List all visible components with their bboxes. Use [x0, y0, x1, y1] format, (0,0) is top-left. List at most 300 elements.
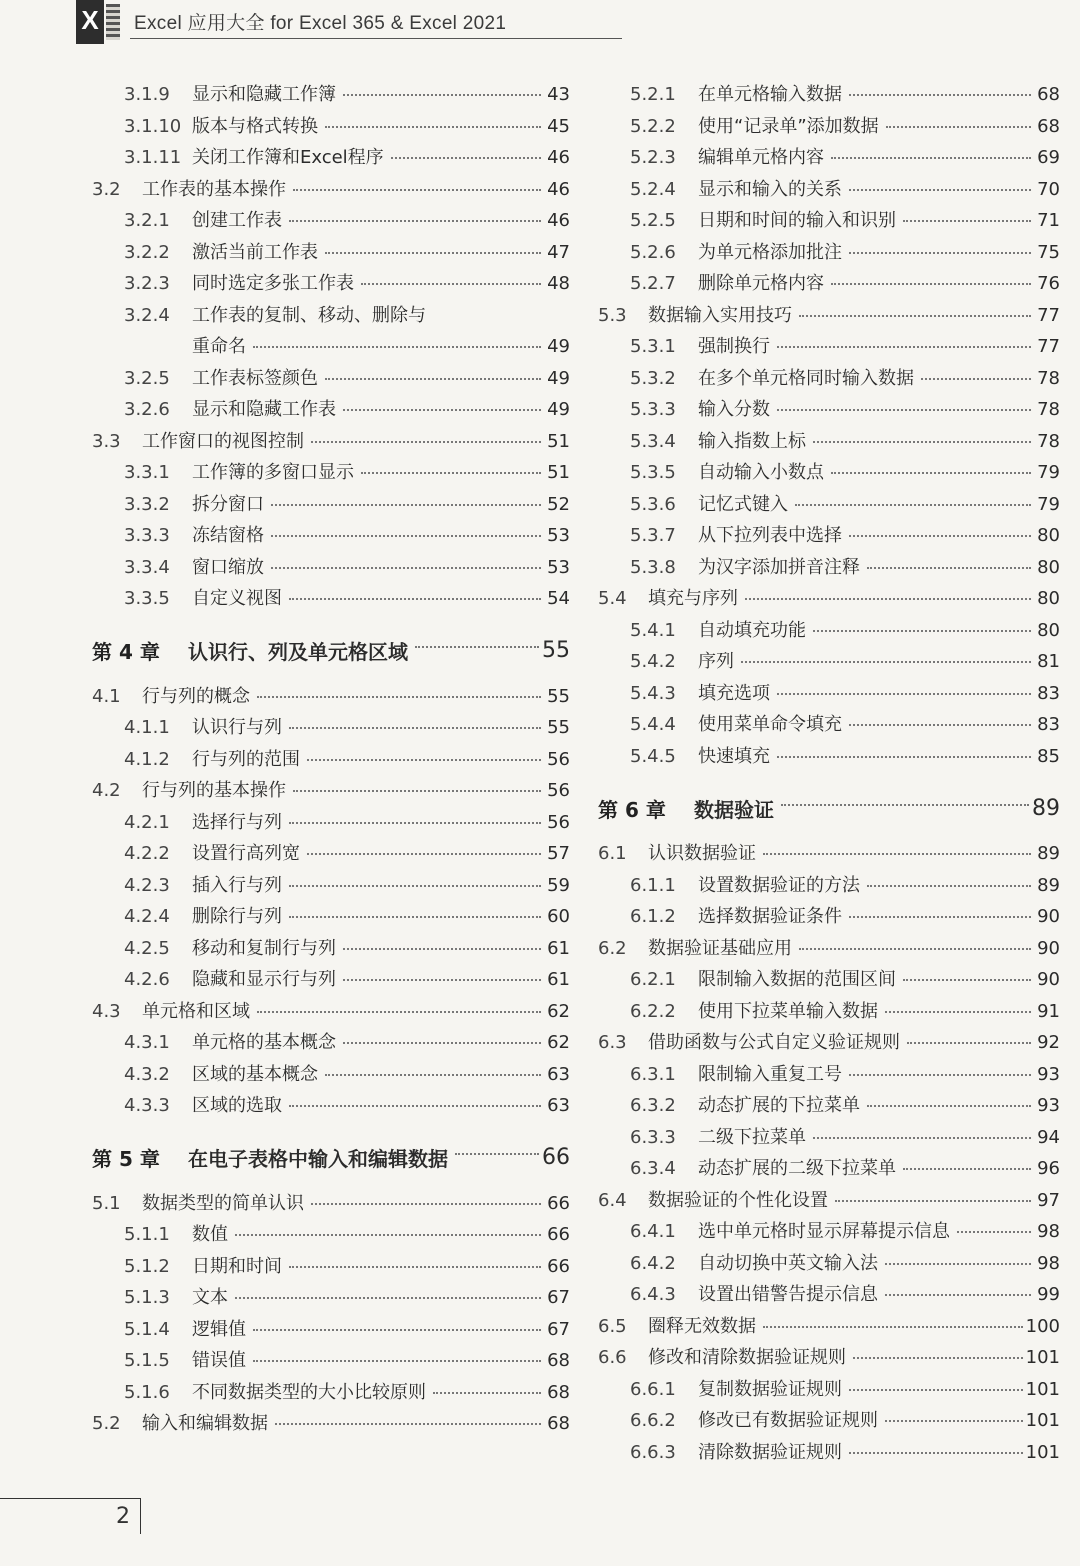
toc-leader-dots [293, 188, 541, 191]
toc-entry-section [92, 776, 570, 808]
toc-leader-dots [325, 125, 541, 128]
toc-entry-sub [598, 143, 1060, 175]
toc-page-number: 68 [1037, 115, 1060, 137]
toc-entry-title: 限制输入重复工号 [698, 1063, 842, 1085]
toc-page-number: 69 [1037, 147, 1060, 168]
toc-page-number: 61 [547, 937, 570, 959]
toc-leader-dots [253, 1328, 541, 1331]
toc-entry-sub [598, 616, 1060, 648]
toc-entry-title: 错误值 [192, 1350, 246, 1371]
toc-leader-dots [849, 1388, 1023, 1391]
toc-leader-dots [343, 1041, 541, 1044]
toc-leader-dots [886, 125, 1031, 128]
toc-leader-dots [325, 1073, 541, 1076]
toc-entry-sub [92, 902, 570, 934]
toc-entry-number: 5.3.2 [630, 367, 676, 389]
toc-leader-dots [885, 1293, 1031, 1296]
toc-entry-title: 记忆式键入 [698, 493, 788, 515]
toc-leader-dots [361, 282, 541, 285]
toc-entry-number: 5.3.8 [630, 556, 676, 578]
toc-entry-number: 3.2.5 [124, 367, 170, 389]
toc-leader-dots [849, 251, 1031, 254]
toc-page-number: 98 [1037, 1252, 1060, 1274]
toc-entry-number: 6.5 [598, 1315, 627, 1337]
toc-entry-sub [92, 521, 570, 553]
toc-entry-title: 设置行高列宽 [192, 843, 300, 864]
toc-leader-dots [257, 1010, 541, 1013]
toc-leader-dots [849, 723, 1031, 726]
toc-page-number: 98 [1037, 1221, 1060, 1242]
toc-entry-title: 序列 [698, 651, 734, 672]
toc-entry-sub [598, 871, 1060, 903]
toc-entry-section [598, 839, 1060, 871]
toc-entry-title: 输入分数 [698, 399, 770, 420]
book-title: Excel 应用大全 for Excel 365 & Excel 2021 [134, 13, 507, 34]
toc-entry-title: 数值 [192, 1224, 228, 1245]
toc-entry-number: 第 4 章 [92, 640, 160, 664]
toc-entry-number: 5.1 [92, 1192, 121, 1214]
toc-page-number: 101 [1025, 1347, 1060, 1368]
toc-entry-sub [598, 458, 1060, 490]
toc-entry-title: 在电子表格中输入和编辑数据 [188, 1147, 448, 1171]
toc-page-number: 93 [1037, 1063, 1060, 1085]
toc-page-number: 66 [542, 1145, 570, 1170]
toc-entry-title: 输入和编辑数据 [142, 1413, 268, 1434]
toc-page-number: 68 [547, 1381, 570, 1403]
toc-entry-title: 删除行与列 [192, 906, 282, 927]
toc-entry-number: 4.2.2 [124, 843, 170, 864]
toc-entry-sub [92, 301, 570, 333]
toc-leader-dots [867, 884, 1031, 887]
toc-entry-number: 5.3.4 [630, 430, 676, 452]
toc-entry-sub [598, 1375, 1060, 1407]
toc-entry-cont [92, 332, 570, 364]
toc-entry-title: 认识行与列 [192, 717, 282, 738]
toc-entry-number: 5.3.3 [630, 399, 676, 420]
toc-page-number: 97 [1037, 1189, 1060, 1211]
toc-leader-dots [885, 1010, 1031, 1013]
toc-entry-sub [92, 934, 570, 966]
toc-entry-number: 5.1.5 [124, 1350, 170, 1371]
toc-page-number: 57 [547, 843, 570, 864]
toc-entry-sub [92, 713, 570, 745]
toc-entry-title: 在单元格输入数据 [698, 84, 842, 105]
toc-entry-sub [598, 553, 1060, 585]
toc-page-number: 68 [547, 1350, 570, 1371]
toc-entry-number: 4.3.1 [124, 1032, 170, 1053]
toc-entry-title: 同时选定多张工作表 [192, 273, 354, 294]
toc-leader-dots [813, 440, 1031, 443]
toc-entry-section [598, 1028, 1060, 1060]
toc-entry-number: 3.3.3 [124, 525, 170, 546]
toc-leader-dots [763, 1325, 1023, 1328]
toc-entry-number: 3.2.4 [124, 304, 170, 326]
toc-leader-dots [795, 503, 1031, 506]
toc-left-column [92, 80, 570, 1441]
toc-page-number: 78 [1037, 399, 1060, 420]
toc-page-number: 49 [547, 336, 570, 357]
toc-entry-number: 5.2.6 [630, 241, 676, 263]
toc-entry-title: 修改和清除数据验证规则 [648, 1347, 846, 1368]
toc-entry-number: 3.3.1 [124, 462, 170, 483]
toc-entry-number: 5.4 [598, 588, 627, 609]
toc-page-number: 60 [547, 906, 570, 927]
toc-entry-number: 5.4.3 [630, 682, 676, 704]
toc-page-number: 55 [547, 685, 570, 707]
toc-leader-dots [235, 1233, 541, 1236]
toc-entry-title: 使用下拉菜单输入数据 [698, 1000, 878, 1022]
toc-entry-sub [92, 1378, 570, 1410]
toc-page-number: 51 [547, 430, 570, 452]
toc-page-number: 80 [1037, 525, 1060, 546]
toc-page-number: 90 [1037, 969, 1060, 990]
toc-leader-dots [777, 408, 1031, 411]
toc-entry-number: 6.6.1 [630, 1378, 676, 1400]
toc-page-number: 83 [1037, 714, 1060, 735]
toc-entry-sub [598, 1123, 1060, 1155]
toc-leader-dots [745, 597, 1031, 600]
toc-entry-number: 4.2.1 [124, 811, 170, 833]
toc-entry-number: 5.4.2 [630, 651, 676, 672]
toc-entry-sub [598, 112, 1060, 144]
toc-entry-number: 5.4.4 [630, 714, 676, 735]
toc-entry-title: 移动和复制行与列 [192, 937, 336, 959]
toc-leader-dots [849, 93, 1031, 96]
toc-entry-sub [598, 965, 1060, 997]
toc-entry-section [92, 175, 570, 207]
toc-leader-dots [257, 695, 541, 698]
toc-leader-dots [253, 1359, 541, 1362]
toc-entry-title: 行与列的概念 [142, 685, 250, 707]
header-rule [130, 38, 622, 39]
toc-entry-sub [92, 965, 570, 997]
toc-entry-sub [92, 143, 570, 175]
toc-entry-title: 工作簿的多窗口显示 [192, 462, 354, 483]
toc-entry-number: 5.1.6 [124, 1381, 170, 1403]
toc-entry-title: 版本与格式转换 [192, 115, 318, 137]
toc-leader-dots [271, 534, 541, 537]
toc-entry-number: 6.2.2 [630, 1000, 676, 1022]
toc-entry-title: 动态扩展的下拉菜单 [698, 1095, 860, 1116]
toc-leader-dots [271, 503, 541, 506]
toc-entry-sub [92, 1283, 570, 1315]
toc-entry-title: 删除单元格内容 [698, 273, 824, 294]
toc-entry-number: 6.3.2 [630, 1095, 676, 1116]
toc-page-number: 56 [547, 748, 570, 770]
toc-entry-sub [92, 1346, 570, 1378]
toc-entry-title: 复制数据验证规则 [698, 1378, 842, 1400]
toc-entry-title: 选择数据验证条件 [698, 906, 842, 927]
toc-leader-dots [361, 471, 541, 474]
toc-entry-sub [92, 238, 570, 270]
toc-page-number: 53 [547, 556, 570, 578]
toc-leader-dots [831, 282, 1031, 285]
toc-page-number: 51 [547, 462, 570, 483]
toc-entry-sub [598, 395, 1060, 427]
toc-leader-dots [799, 947, 1031, 950]
toc-entry-number: 5.2 [92, 1413, 121, 1434]
toc-leader-dots [343, 978, 541, 981]
toc-entry-number: 5.1.3 [124, 1287, 170, 1308]
toc-leader-dots [885, 1419, 1023, 1422]
toc-page-number: 75 [1037, 241, 1060, 263]
toc-leader-dots [777, 345, 1031, 348]
page-header [70, 0, 570, 52]
toc-entry-number: 3.3.2 [124, 493, 170, 515]
toc-entry-number: 5.4.5 [630, 745, 676, 767]
toc-leader-dots [289, 915, 541, 918]
toc-page-number: 79 [1037, 493, 1060, 515]
toc-entry-title: 文本 [192, 1287, 228, 1308]
toc-page-number: 94 [1037, 1126, 1060, 1148]
toc-entry-sub [598, 902, 1060, 934]
toc-entry-sub [92, 584, 570, 616]
toc-entry-title: 选择行与列 [192, 811, 282, 833]
toc-entry-title: 隐藏和显示行与列 [192, 969, 336, 990]
toc-entry-title: 显示和隐藏工作表 [192, 399, 336, 420]
toc-page-number: 46 [547, 210, 570, 231]
toc-entry-title: 为单元格添加批注 [698, 241, 842, 263]
toc-leader-dots [903, 978, 1031, 981]
toc-leader-dots [903, 1167, 1031, 1170]
toc-page-number: 99 [1037, 1284, 1060, 1305]
toc-page-number: 71 [1037, 210, 1060, 231]
toc-page-number: 53 [547, 525, 570, 546]
toc-page-number: 66 [547, 1255, 570, 1277]
toc-entry-sub [598, 175, 1060, 207]
toc-entry-sub [92, 364, 570, 396]
toc-entry-number: 4.2.5 [124, 937, 170, 959]
toc-entry-title: 行与列的基本操作 [142, 780, 286, 801]
toc-page-number: 78 [1037, 430, 1060, 452]
toc-entry-sub [92, 1060, 570, 1092]
toc-page-number: 67 [547, 1318, 570, 1340]
toc-entry-sub [598, 521, 1060, 553]
toc-leader-dots [777, 755, 1031, 758]
toc-entry-sub [598, 1217, 1060, 1249]
toc-page-number: 48 [547, 273, 570, 294]
toc-entry-number: 5.2.4 [630, 178, 676, 200]
toc-entry-sub [92, 206, 570, 238]
toc-leader-dots [849, 1451, 1023, 1454]
toc-page-number: 54 [547, 588, 570, 609]
toc-entry-sub [92, 745, 570, 777]
toc-entry-sub [598, 742, 1060, 774]
toc-entry-number: 3.3.5 [124, 588, 170, 609]
toc-entry-sub [92, 1252, 570, 1284]
toc-entry-sub [92, 1028, 570, 1060]
toc-entry-sub [92, 839, 570, 871]
toc-entry-chapter [92, 620, 570, 682]
page-footer [0, 1498, 150, 1538]
toc-entry-title: 快速填充 [698, 745, 770, 767]
toc-entry-title: 行与列的范围 [192, 748, 300, 770]
toc-entry-sub [92, 269, 570, 301]
toc-leader-dots [289, 821, 541, 824]
toc-entry-sub [92, 1220, 570, 1252]
toc-entry-section [92, 427, 570, 459]
toc-entry-title: 数据验证基础应用 [648, 937, 792, 959]
toc-entry-title: 清除数据验证规则 [698, 1441, 842, 1463]
toc-entry-sub [598, 80, 1060, 112]
toc-entry-number: 6.3.4 [630, 1158, 676, 1179]
toc-entry-section [92, 1409, 570, 1441]
toc-leader-dots [903, 219, 1031, 222]
toc-entry-sub [598, 1060, 1060, 1092]
toc-leader-dots [867, 1104, 1031, 1107]
toc-entry-title: 数据验证的个性化设置 [648, 1189, 828, 1211]
toc-leader-dots [885, 1262, 1031, 1265]
toc-entry-title: 工作表标签颜色 [192, 367, 318, 389]
toc-entry-sub [92, 1315, 570, 1347]
toc-page-number: 68 [547, 1413, 570, 1434]
toc-page-number: 100 [1025, 1315, 1060, 1337]
toc-entry-title: 选中单元格时显示屏幕提示信息 [698, 1221, 950, 1242]
toc-leader-dots [921, 377, 1031, 380]
toc-entry-title: 认识数据验证 [648, 843, 756, 864]
toc-entry-number: 6.3 [598, 1032, 627, 1053]
toc-page-number: 78 [1037, 367, 1060, 389]
toc-entry-number: 5.2.1 [630, 84, 676, 105]
toc-entry-title: 借助函数与公式自定义验证规则 [648, 1032, 900, 1053]
toc-entry-number: 6.2.1 [630, 969, 676, 990]
toc-entry-title: 显示和输入的关系 [698, 178, 842, 200]
toc-entry-title: 逻辑值 [192, 1318, 246, 1340]
toc-entry-title: 激活当前工作表 [192, 241, 318, 263]
toc-entry-sub [598, 1249, 1060, 1281]
toc-entry-number: 4.2 [92, 780, 121, 801]
toc-entry-number: 5.2.5 [630, 210, 676, 231]
toc-page-number: 56 [547, 811, 570, 833]
toc-page-number: 89 [1037, 843, 1060, 864]
toc-leader-dots [343, 408, 541, 411]
toc-entry-number: 3.3.4 [124, 556, 170, 578]
toc-entry-number: 4.2.3 [124, 874, 170, 896]
toc-page-number: 93 [1037, 1095, 1060, 1116]
toc-entry-title: 限制输入数据的范围区间 [698, 969, 896, 990]
toc-entry-number: 5.4.1 [630, 619, 676, 641]
toc-entry-section [598, 934, 1060, 966]
toc-entry-section [598, 584, 1060, 616]
toc-entry-number: 5.1.2 [124, 1255, 170, 1277]
toc-page-number: 55 [542, 638, 570, 663]
toc-entry-sub [598, 1280, 1060, 1312]
toc-entry-title: 自动输入小数点 [698, 462, 824, 483]
toc-entry-number: 6.4.1 [630, 1221, 676, 1242]
toc-page-number: 77 [1037, 304, 1060, 326]
toc-page-number: 77 [1037, 336, 1060, 357]
toc-page-number: 62 [547, 1000, 570, 1022]
toc-page-number: 55 [547, 717, 570, 738]
toc-entry-sub [598, 206, 1060, 238]
toc-entry-sub [598, 647, 1060, 679]
toc-entry-title: 为汉字添加拼音注释 [698, 556, 860, 578]
toc-leader-dots [853, 1356, 1023, 1359]
toc-leader-dots [289, 1265, 541, 1268]
toc-page-number: 46 [547, 178, 570, 200]
toc-entry-title: 工作表的复制、移动、删除与 [192, 304, 426, 326]
toc-entry-title: 拆分窗口 [192, 493, 264, 515]
toc-entry-title: 区域的选取 [192, 1095, 282, 1116]
toc-entry-sub [598, 1438, 1060, 1470]
toc-page-number: 56 [547, 780, 570, 801]
toc-entry-title: 数据类型的简单认识 [142, 1192, 304, 1214]
toc-entry-number: 5.3.6 [630, 493, 676, 515]
toc-page-number: 80 [1037, 556, 1060, 578]
toc-entry-sub [598, 710, 1060, 742]
toc-entry-title: 单元格和区域 [142, 1000, 250, 1022]
toc-leader-dots [289, 726, 541, 729]
toc-leader-dots [275, 1422, 541, 1425]
toc-entry-section [598, 301, 1060, 333]
toc-entry-title: 动态扩展的二级下拉菜单 [698, 1158, 896, 1179]
toc-entry-title: 工作表的基本操作 [142, 178, 286, 200]
toc-entry-sub [598, 679, 1060, 711]
toc-entry-number: 5.2.3 [630, 147, 676, 168]
toc-page-number: 89 [1037, 874, 1060, 896]
toc-entry-sub [598, 364, 1060, 396]
toc-entry-title: 显示和隐藏工作簿 [192, 84, 336, 105]
toc-entry-title: 认识行、列及单元格区域 [188, 640, 408, 664]
toc-entry-title: 设置数据验证的方法 [698, 874, 860, 896]
toc-entry-number: 6.1 [598, 843, 627, 864]
toc-entry-number: 3.2.3 [124, 273, 170, 294]
toc-entry-title: 区域的基本概念 [192, 1063, 318, 1085]
toc-entry-title: 填充与序列 [648, 588, 738, 609]
toc-entry-title: 自动填充功能 [698, 619, 806, 641]
toc-page-number: 43 [547, 84, 570, 105]
toc-entry-sub [598, 997, 1060, 1029]
toc-page-number: 61 [547, 969, 570, 990]
toc-entry-number: 4.1.2 [124, 748, 170, 770]
toc-entry-number: 4.1 [92, 685, 121, 707]
toc-page-number: 80 [1037, 619, 1060, 641]
toc-leader-dots [415, 645, 539, 648]
toc-entry-title: 修改已有数据验证规则 [698, 1410, 878, 1431]
toc-leader-dots [271, 566, 541, 569]
toc-entry-title: 插入行与列 [192, 874, 282, 896]
toc-entry-sub [92, 80, 570, 112]
toc-entry-number: 6.3.3 [630, 1126, 676, 1148]
toc-entry-title: 窗口缩放 [192, 556, 264, 578]
toc-leader-dots [289, 597, 541, 600]
toc-leader-dots [813, 629, 1031, 632]
toc-leader-dots [813, 1136, 1031, 1139]
toc-entry-number: 6.6.3 [630, 1441, 676, 1463]
toc-entry-sub [598, 490, 1060, 522]
toc-leader-dots [343, 947, 541, 950]
toc-entry-title: 圈释无效数据 [648, 1315, 756, 1337]
toc-leader-dots [311, 440, 541, 443]
toc-leader-dots [433, 1391, 541, 1394]
toc-entry-number: 3.1.9 [124, 84, 170, 105]
toc-entry-number: 5.3.5 [630, 462, 676, 483]
toc-entry-number: 4.2.4 [124, 906, 170, 927]
toc-entry-title: 日期和时间的输入和识别 [698, 210, 896, 231]
toc-leader-dots [835, 1199, 1031, 1202]
toc-entry-sub [598, 1406, 1060, 1438]
toc-leader-dots [311, 1202, 541, 1205]
toc-leader-dots [307, 852, 541, 855]
toc-page-number: 101 [1025, 1441, 1060, 1463]
toc-leader-dots [293, 789, 541, 792]
toc-entry-number: 6.6.2 [630, 1410, 676, 1431]
toc-page-number: 83 [1037, 682, 1060, 704]
toc-entry-number: 5.2.2 [630, 115, 676, 137]
toc-entry-title: 重命名 [192, 336, 246, 357]
toc-leader-dots [781, 803, 1029, 806]
toc-leader-dots [307, 758, 541, 761]
